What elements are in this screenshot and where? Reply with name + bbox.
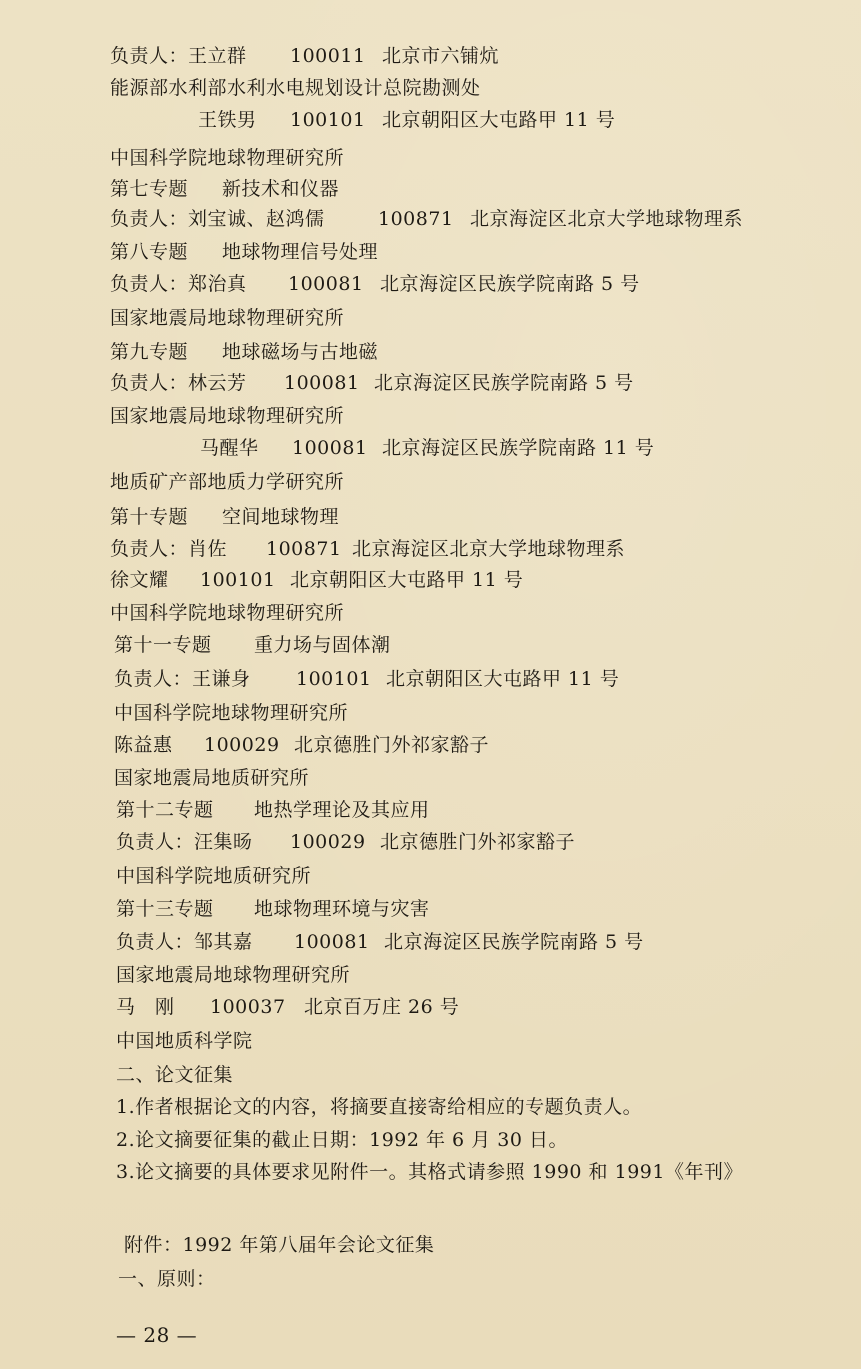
text-line: 负责人：王谦身 [114, 668, 251, 690]
text-line: 2.论文摘要征集的截止日期：1992 年 6 月 30 日。 [116, 1129, 568, 1151]
text-line: 100871 [266, 538, 342, 560]
text-line: 国家地震局地球物理研究所 [110, 405, 345, 427]
text-line: 负责人：肖佐 [110, 538, 228, 560]
text-line: 地球磁场与古地磁 [222, 341, 379, 363]
text-line: 地质矿产部地质力学研究所 [110, 471, 345, 493]
text-line: 100081 [294, 931, 370, 953]
text-line: 100101 [200, 569, 276, 591]
text-line: 北京德胜门外祁家豁子 [294, 734, 490, 756]
text-line: 中国科学院地质研究所 [116, 865, 312, 887]
text-line: 北京朝阳区大屯路甲 11 号 [290, 569, 524, 591]
text-line: 北京百万庄 26 号 [304, 996, 460, 1018]
text-line: 马醒华 [200, 437, 259, 459]
text-line: 二、论文征集 [116, 1064, 234, 1086]
text-line: 北京海淀区民族学院南路 5 号 [374, 372, 634, 394]
text-line: 第七专题 [110, 178, 189, 200]
text-line: 负责人：郑治真 [110, 273, 247, 295]
text-line: 负责人：邹其嘉 [116, 931, 253, 953]
text-line: 负责人：刘宝诚、赵鸿儒 [110, 208, 325, 230]
page-number: — 28 — [116, 1323, 198, 1347]
text-line: 能源部水利部水利水电规划设计总院勘测处 [110, 77, 481, 99]
text-line: 国家地震局地质研究所 [114, 767, 310, 789]
text-line: 1.作者根据论文的内容，将摘要直接寄给相应的专题负责人。 [116, 1096, 643, 1118]
text-line: 中国科学院地球物理研究所 [110, 602, 345, 624]
text-line: 100081 [288, 273, 364, 295]
text-line: 负责人：王立群 [110, 45, 247, 67]
text-line: 中国科学院地球物理研究所 [114, 702, 349, 724]
text-line: 100081 [284, 372, 360, 394]
text-line: 国家地震局地球物理研究所 [116, 964, 351, 986]
text-line: 北京海淀区民族学院南路 5 号 [384, 931, 644, 953]
text-line: 地球物理环境与灾害 [254, 898, 430, 920]
text-line: 北京海淀区北京大学地球物理系 [352, 538, 626, 560]
text-line: 中国科学院地球物理研究所 [110, 147, 345, 169]
text-line: 第十三专题 [116, 898, 214, 920]
text-line: 100029 [204, 734, 280, 756]
text-line: 第十二专题 [116, 799, 214, 821]
text-line: 100871 [378, 208, 454, 230]
text-line: 100101 [296, 668, 372, 690]
text-line: 100029 [290, 831, 366, 853]
text-line: 地热学理论及其应用 [254, 799, 430, 821]
text-line: 北京市六铺炕 [382, 45, 500, 67]
text-line: 北京海淀区民族学院南路 5 号 [380, 273, 640, 295]
text-line: 国家地震局地球物理研究所 [110, 307, 345, 329]
text-line: 第九专题 [110, 341, 189, 363]
text-line: 北京海淀区北京大学地球物理系 [470, 208, 744, 230]
text-line: 王铁男 [198, 109, 257, 131]
text-line: 北京朝阳区大屯路甲 11 号 [386, 668, 620, 690]
text-line: 空间地球物理 [222, 506, 340, 528]
text-line: 100081 [292, 437, 368, 459]
text-line: 北京海淀区民族学院南路 11 号 [382, 437, 655, 459]
text-line: 北京朝阳区大屯路甲 11 号 [382, 109, 616, 131]
text-line: 徐文耀 [110, 569, 169, 591]
text-line: 地球物理信号处理 [222, 241, 379, 263]
text-line: 新技术和仪器 [222, 178, 340, 200]
text-line: 附件：1992 年第八届年会论文征集 [124, 1234, 435, 1256]
text-line: 负责人：汪集旸 [116, 831, 253, 853]
text-line: 北京德胜门外祁家豁子 [380, 831, 576, 853]
text-line: 3.论文摘要的具体要求见附件一。其格式请参照 1990 和 1991《年刊》 [116, 1161, 743, 1183]
text-line: 100011 [290, 45, 366, 67]
text-line: 负责人：林云芳 [110, 372, 247, 394]
text-line: 一、原则： [118, 1268, 216, 1290]
text-line: 第十一专题 [114, 634, 212, 656]
text-line: 马 刚 [116, 996, 175, 1018]
text-line: 100101 [290, 109, 366, 131]
text-line: 100037 [210, 996, 286, 1018]
text-line: 第十专题 [110, 506, 189, 528]
text-line: 中国地质科学院 [116, 1030, 253, 1052]
text-line: 陈益惠 [114, 734, 173, 756]
text-line: 第八专题 [110, 241, 189, 263]
text-line: 重力场与固体潮 [254, 634, 391, 656]
